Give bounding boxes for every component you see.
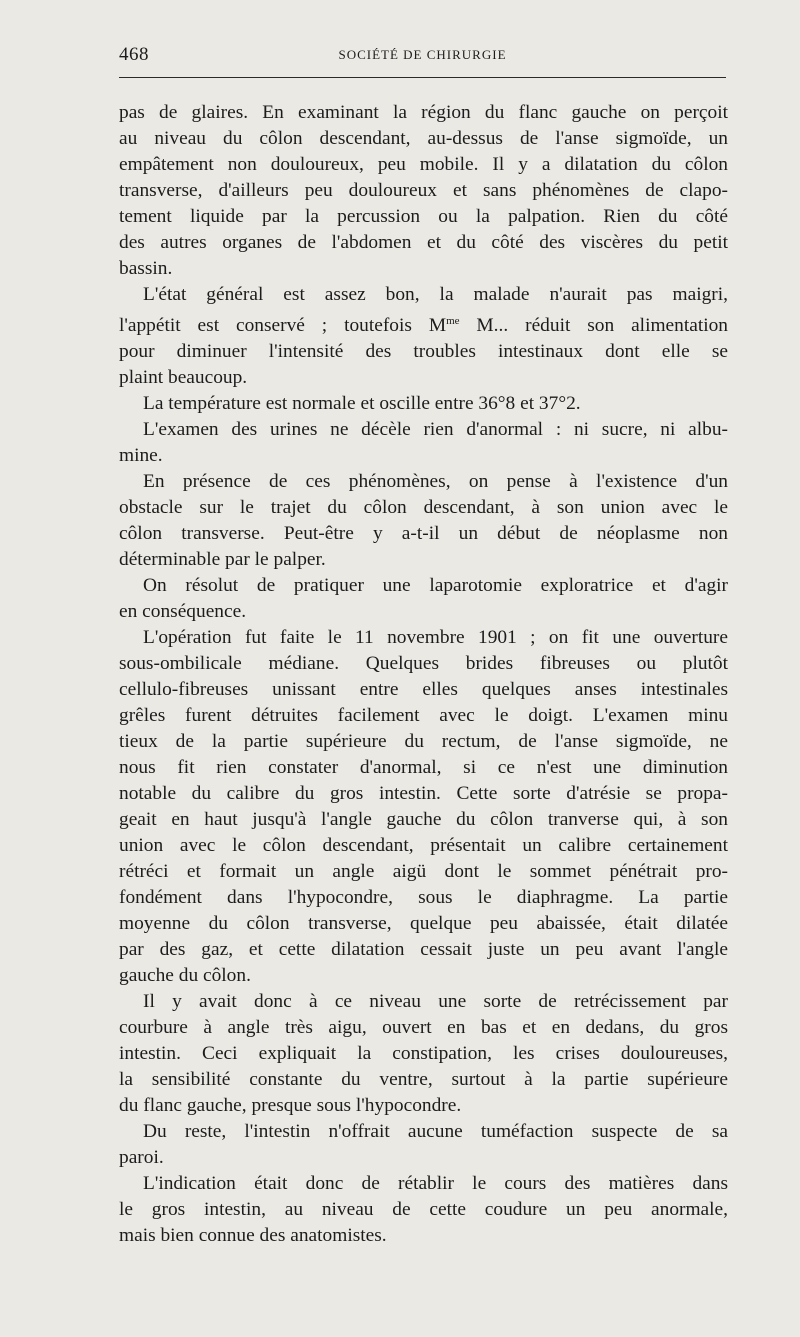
text-line: côlon transverse. Peut-être y a-t-il un début de néoplasme non [119, 523, 728, 544]
text-line: geait en haut jusqu'à l'angle gauche du côlon tranverse qui, à son [119, 809, 728, 830]
text-line: mine. [119, 445, 163, 466]
page-number: 468 [119, 44, 149, 65]
text-line: tement liquide par la percussion ou la palpation. Rien du côté [119, 206, 728, 227]
paragraph [119, 391, 728, 417]
text-line: par des gaz, et cette dilatation cessait juste un peu avant l'angle [119, 939, 728, 960]
text-line: obstacle sur le trajet du côlon descendant, à son union avec le [119, 497, 728, 518]
text-fragment: l'appétit est conservé ; toutefois M [119, 315, 447, 336]
text-line: des autres organes de l'abdomen et du côté des viscères du petit [119, 232, 728, 253]
text-line: cellulo-fibreuses unissant entre elles quelques anses intestinales [119, 679, 728, 700]
text-line: empâtement non douloureux, peu mobile. Il y a dilatation du côlon [119, 154, 728, 175]
text-line-with-superscript [119, 308, 728, 339]
text-line: mais bien connue des anatomistes. [119, 1225, 387, 1246]
paragraph [119, 573, 728, 625]
text-line: paroi. [119, 1147, 164, 1168]
paragraph [119, 625, 728, 989]
text-line: La température est normale et oscille entre 36°8 et 37°2. [143, 393, 581, 414]
text-line: nous fit rien constater d'anormal, si ce n'est une diminution [119, 757, 728, 778]
text-line: courbure à angle très aigu, ouvert en bas et en dedans, du gros [119, 1017, 728, 1038]
text-line: L'état général est assez bon, la malade n'aurait pas maigri, [143, 284, 728, 305]
text-line: tieux de la partie supérieure du rectum, de l'anse sigmoïde, ne [119, 731, 728, 752]
text-line: transverse, d'ailleurs peu douloureux et sans phénomènes de clapo- [119, 180, 728, 201]
text-line: fondément dans l'hypocondre, sous le diaphragme. La partie [119, 887, 728, 908]
text-line: bassin. [119, 258, 173, 279]
text-line: rétréci et formait un angle aigü dont le sommet pénétrait pro- [119, 861, 728, 882]
text-line: pour diminuer l'intensité des troubles intestinaux dont elle se [119, 341, 728, 362]
text-line: L'opération fut faite le 11 novembre 1901 ; on fit une ouverture [143, 627, 728, 648]
text-line: le gros intestin, au niveau de cette coudure un peu anormale, [119, 1199, 728, 1220]
text-line: L'indication était donc de rétablir le cours des matières dans [143, 1173, 728, 1194]
paragraph [119, 100, 728, 282]
text-line: Il y avait donc à ce niveau une sorte de retrécissement par [143, 991, 728, 1012]
text-line: pas de glaires. En examinant la région du flanc gauche on perçoit [119, 102, 728, 123]
text-line: la sensibilité constante du ventre, surtout à la partie supérieure [119, 1069, 728, 1090]
running-title: SOCIÉTÉ DE CHIRURGIE [338, 47, 507, 62]
text-line: On résolut de pratiquer une laparotomie exploratrice et d'agir [143, 575, 728, 596]
text-line: plaint beaucoup. [119, 367, 248, 388]
paragraph [119, 1119, 728, 1171]
text-line: union avec le côlon descendant, présentait un calibre certainement [119, 835, 728, 856]
text-line: au niveau du côlon descendant, au-dessus de l'anse sigmoïde, un [119, 128, 728, 149]
text-line: En présence de ces phénomènes, on pense à l'existence d'un [143, 471, 728, 492]
text-line: grêles furent détruites facilement avec le doigt. L'examen minu [119, 705, 728, 726]
text-line: L'examen des urines ne décèle rien d'anormal : ni sucre, ni albu- [143, 419, 728, 440]
text-line: Du reste, l'intestin n'offrait aucune tuméfaction suspecte de sa [143, 1121, 728, 1142]
paragraph [119, 989, 728, 1119]
text-fragment: M... réduit son alimentation [459, 315, 728, 336]
text-line: déterminable par le palper. [119, 549, 326, 570]
text-line: intestin. Ceci expliquait la constipation, les crises douloureuses, [119, 1043, 728, 1064]
paragraph [119, 1171, 728, 1249]
superscript: me [446, 315, 460, 327]
header-rule [119, 77, 726, 78]
text-line: du flanc gauche, presque sous l'hypocondre. [119, 1095, 462, 1116]
paragraph [119, 282, 728, 391]
text-line: moyenne du côlon transverse, quelque peu abaissée, était dilatée [119, 913, 728, 934]
text-line: sous-ombilicale médiane. Quelques brides fibreuses ou plutôt [119, 653, 728, 674]
text-line: gauche du côlon. [119, 965, 251, 986]
paragraph [119, 469, 728, 573]
body-text [119, 100, 728, 1249]
page-header [119, 44, 726, 68]
paragraph [119, 417, 728, 469]
text-line: notable du calibre du gros intestin. Cette sorte d'atrésie se propa- [119, 783, 728, 804]
text-line: en conséquence. [119, 601, 247, 622]
